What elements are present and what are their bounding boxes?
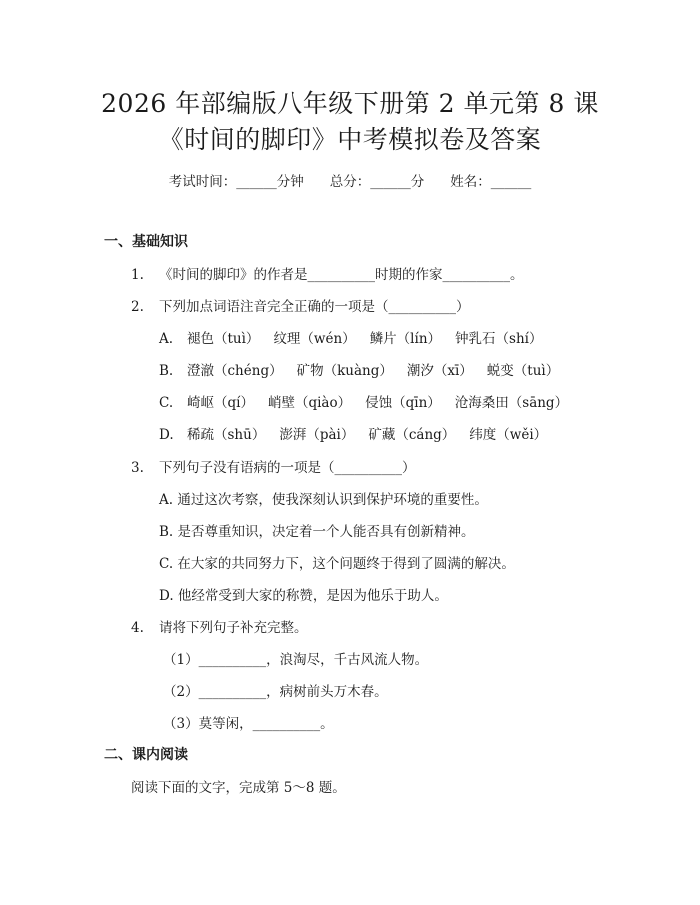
question-text: 下列加点词语注音完全正确的一项是（__________） [159, 299, 470, 315]
section-heading-in-class-reading: 二、课内阅读 [104, 747, 188, 763]
option-label: C. [159, 395, 174, 411]
question-number: 4. [131, 620, 144, 636]
option-item: 峭壁（qiào） [267, 395, 352, 411]
option-label: A. [159, 331, 174, 347]
question-2-option-a [159, 327, 542, 347]
option-item: 侵蚀（qīn） [365, 395, 441, 411]
option-item: 褪色（tuì） [187, 331, 260, 347]
question-4-sentence-3: （3）莫等闲，__________。 [163, 716, 334, 732]
exam-title-line-2: 《时间的脚印》中考模拟卷及答案 [158, 125, 542, 154]
question-2 [131, 295, 470, 315]
option-item: 蜕变（tuì） [486, 363, 560, 379]
question-number: 2. [131, 299, 144, 315]
question-2-option-c [159, 391, 568, 411]
option-item: 沧海桑田（sāng） [454, 395, 569, 411]
question-1 [131, 263, 524, 283]
question-number: 3. [131, 460, 144, 476]
question-4-sentence-2: （2）__________，病树前头万木春。 [163, 684, 388, 700]
option-label: B. [159, 363, 174, 379]
option-item: 稀疏（shū） [187, 427, 266, 443]
question-text: 《时间的脚印》的作者是__________时期的作家__________。 [159, 267, 524, 283]
option-item: 矿藏（cáng） [368, 427, 456, 443]
question-number: 1. [131, 267, 144, 283]
total-score-field: 总分：______分 [329, 174, 425, 190]
question-2-option-b [159, 359, 559, 379]
option-item: 钟乳石（shí） [455, 331, 543, 347]
question-3-option-d: D. 他经常受到大家的称赞，是因为他乐于助人。 [159, 588, 448, 604]
question-3-option-a: A. 通过这次考察，使我深刻认识到保护环境的重要性。 [159, 492, 488, 508]
question-4-sentence-1: （1）__________，浪淘尽，千古风流人物。 [163, 652, 429, 668]
option-item: 澄澈（chéng） [187, 363, 283, 379]
option-item: 矿物（kuàng） [296, 363, 393, 379]
question-3-option-b: B. 是否尊重知识，决定着一个人能否具有创新精神。 [159, 524, 475, 540]
option-item: 潮汐（xī） [406, 363, 473, 379]
exam-time-field: 考试时间：______分钟 [168, 174, 304, 190]
section-heading-basic-knowledge: 一、基础知识 [104, 234, 188, 250]
option-item: 鳞片（lín） [369, 331, 442, 347]
option-label: D. [159, 427, 174, 443]
option-item: 纹理（wén） [273, 331, 356, 347]
question-2-option-d [159, 423, 547, 443]
option-item: 纬度（wěi） [469, 427, 548, 443]
reading-instruction: 阅读下面的文字，完成第 5～8 题。 [131, 780, 346, 796]
student-name-field: 姓名：______ [450, 174, 532, 190]
question-3 [131, 456, 416, 476]
question-text: 请将下列句子补充完整。 [159, 620, 308, 636]
option-item: 澎湃（pài） [279, 427, 355, 443]
exam-title-line-1: 2026 年部编版八年级下册第 2 单元第 8 课 [101, 89, 599, 118]
option-item: 崎岖（qí） [187, 395, 254, 411]
question-text: 下列句子没有语病的一项是（__________） [159, 460, 416, 476]
question-4 [131, 616, 308, 636]
question-3-option-c: C. 在大家的共同努力下，这个问题终于得到了圆满的解决。 [159, 556, 515, 572]
exam-meta-info [0, 170, 700, 190]
